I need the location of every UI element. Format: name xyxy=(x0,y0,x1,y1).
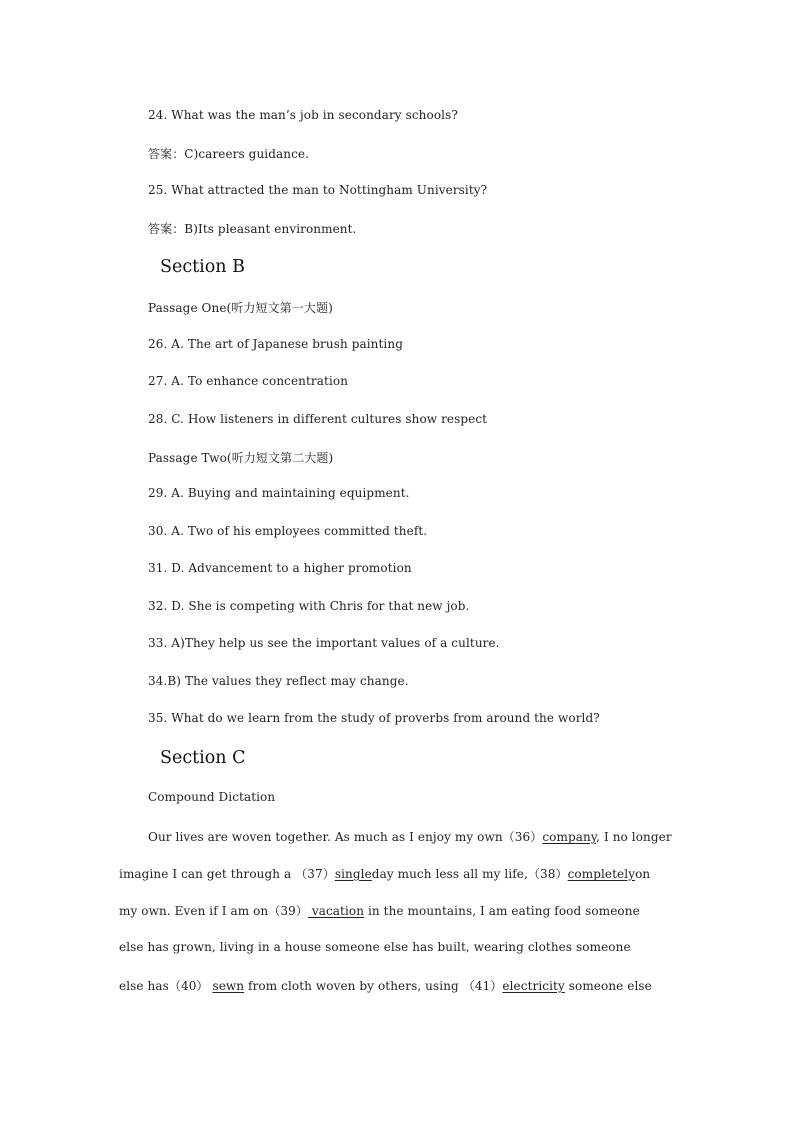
item-28: 28. C. How listeners in different cultures show respect xyxy=(148,412,488,426)
blank-answer-40: sewn xyxy=(212,979,245,993)
answer-24: 答案：C)careers guidance. xyxy=(148,147,310,161)
dictation-text: in the mountains, I am eating food someone xyxy=(364,904,640,918)
blank-answer-37: single xyxy=(334,867,372,881)
blank-answer-41: electricity xyxy=(502,979,565,993)
compound-dictation-title: Compound Dictation xyxy=(148,790,276,804)
dictation-text: someone else xyxy=(564,979,652,993)
dictation-text: imagine I can get through a （37） xyxy=(119,867,335,881)
dictation-line-2 xyxy=(119,865,650,882)
dictation-text: else has（40） xyxy=(119,979,213,993)
item-31: 31. D. Advancement to a higher promotion xyxy=(148,561,412,575)
dictation-text: Our lives are woven together. As much as I enjoy my own（36） xyxy=(148,830,543,844)
dictation-text: from cloth woven by others, using （41） xyxy=(244,979,503,993)
answer-25: 答案：B)Its pleasant environment. xyxy=(148,222,357,236)
dictation-text: , I no longer xyxy=(596,830,672,844)
item-29: 29. A. Buying and maintaining equipment. xyxy=(148,486,410,500)
dictation-line-3 xyxy=(119,902,640,919)
blank-answer-39: vacation xyxy=(307,904,365,918)
passage-one-title: Passage One(听力短文第一大题) xyxy=(148,301,333,315)
dictation-text: day much less all my life,（38） xyxy=(371,867,568,881)
section-b-heading: Section B xyxy=(160,257,246,277)
dictation-text: on xyxy=(635,867,651,881)
blank-answer-36: company xyxy=(542,830,597,844)
item-26: 26. A. The art of Japanese brush painting xyxy=(148,337,403,351)
section-c-heading: Section C xyxy=(160,748,246,768)
item-32: 32. D. She is competing with Chris for that new job. xyxy=(148,599,470,613)
dictation-text: my own. Even if I am on（39） xyxy=(119,904,308,918)
item-30: 30. A. Two of his employees committed theft. xyxy=(148,524,428,538)
item-27: 27. A. To enhance concentration xyxy=(148,374,349,388)
dictation-line-1 xyxy=(148,828,672,845)
passage-two-title: Passage Two(听力短文第二大题) xyxy=(148,451,334,465)
question-25: 25. What attracted the man to Nottingham University? xyxy=(148,183,488,197)
question-24: 24. What was the man’s job in secondary schools? xyxy=(148,108,458,122)
blank-answer-38: completely xyxy=(567,867,636,881)
item-33: 33. A)They help us see the important values of a culture. xyxy=(148,636,500,650)
item-35: 35. What do we learn from the study of proverbs from around the world? xyxy=(148,711,600,725)
item-34: 34.B) The values they reflect may change. xyxy=(148,674,409,688)
dictation-line-4: else has grown, living in a house someone else has built, wearing clothes someone xyxy=(119,940,631,954)
dictation-line-5 xyxy=(119,977,652,994)
